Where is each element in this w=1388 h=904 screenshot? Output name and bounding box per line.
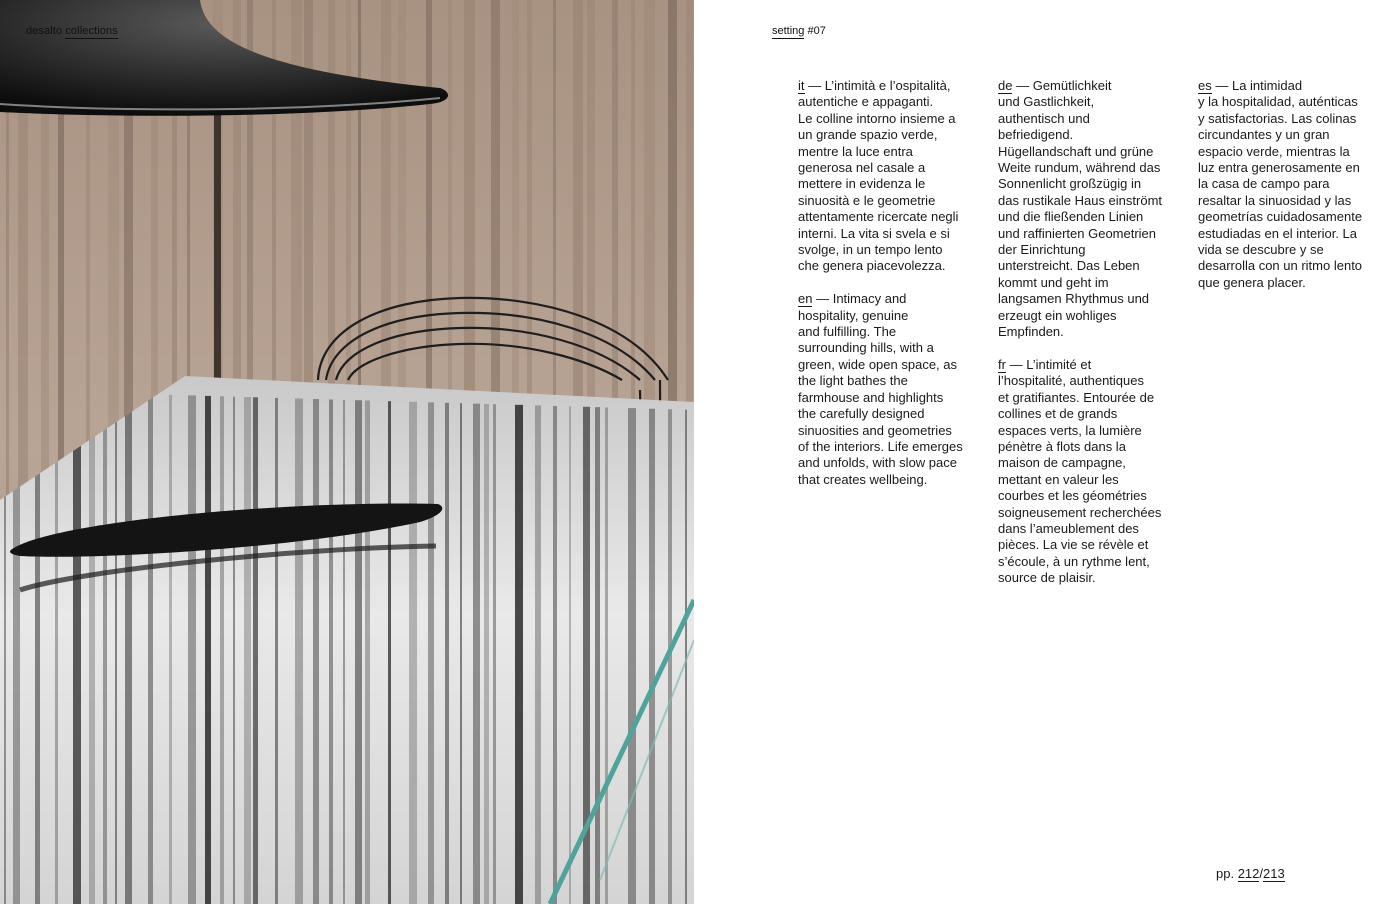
glass-reflection-stripe (295, 399, 303, 904)
lang-code-de: de (998, 78, 1013, 93)
glass-reflection-stripe (473, 404, 480, 904)
paragraph-de (972, 78, 1164, 341)
glass-reflection-stripe (103, 393, 107, 904)
text-fr: — L’intimité et l’hospitalité, authentiques et gratifiantes. Entourée de collines et de grands espaces verts, la lumière pénètre à flots dans la maison de campagne, mettant en valeur les courbes et les géométries soigneusement recherchées dans l’ameublement des pièces. La vie se révèle et s’écoule, à un rythme lent, source de plaisir. (998, 356, 1162, 586)
glass-reflection-stripe (148, 394, 153, 904)
glass-reflection-stripe (343, 400, 345, 904)
lang-code-es: es (1198, 78, 1212, 93)
glass-reflection-stripe (89, 393, 95, 904)
page-separator: / (1259, 866, 1264, 881)
glass-reflection-stripe (55, 392, 58, 904)
glass-reflection-stripe (628, 408, 636, 904)
lang-code-fr: fr (998, 356, 1006, 372)
glass-reflection-stripe (169, 395, 172, 904)
text-it: — L’intimità e l’ospitalità, autentiche e appaganti. Le colline intorno insieme a un grande spazio verde, mentre la luce entra generosa nel casale a mettere in evidenza le sinuosità e le geometrie attentamente ricercate negli interni. La vita si svela e si svolge, in un tempo lento che genera piacevolezza. (798, 78, 959, 274)
glass-reflection-stripe (409, 402, 417, 904)
glass-reflection-stripe (220, 396, 224, 904)
glass-reflection-stripe (313, 399, 319, 904)
paragraph-en (772, 291, 964, 488)
glass-reflection-stripe (484, 404, 489, 904)
glass-reflection-stripe (205, 396, 211, 904)
paragraph-es (1172, 78, 1364, 291)
glass-reflection-stripe (553, 406, 557, 904)
glass-reflection-stripe (275, 398, 278, 904)
glass-reflection-stripe (73, 392, 81, 904)
glass-reflection-stripe (535, 405, 541, 904)
text-column-1 (772, 78, 964, 505)
text-column-3 (1172, 78, 1364, 308)
text-en: — Intimacy and hospitality, genuine and fulfilling. The surrounding hills, with a green, wide open space, as the light bathes the farmhouse and highlights the carefully designed sinuosities and geometries of the interiors. Life emerges and unfolds, with slow pace that creates wellbeing. (798, 291, 963, 487)
section-label (772, 25, 826, 37)
page-left: 212 (1237, 866, 1260, 881)
glass-reflection-stripe (253, 397, 258, 904)
glass-reflection-stripe (244, 397, 251, 904)
glass-reflection-stripe (125, 394, 132, 904)
glass-reflection-stripe (649, 409, 655, 904)
brand-name: desalto (26, 25, 63, 37)
brand-collections: collections (65, 25, 118, 37)
glass-reflection-stripe (605, 407, 608, 904)
glass-reflection-stripe (388, 401, 391, 904)
lang-code-it: it (798, 78, 805, 93)
floor-lamp-stem (214, 90, 221, 390)
brand-label (26, 25, 118, 37)
glass-reflection-stripe (515, 405, 523, 904)
glass-reflection-stripe (460, 403, 462, 904)
page-right: 213 (1263, 866, 1285, 881)
text-es: — La intimidad y la hospitalidad, auténticas y satisfactorias. Las colinas circundantes y un gran espacio verde, mientras la luz entra generosamente en la casa de campo para resaltar la sinuosidad y las geometrías cuidadosamente estudiadas en el interior. La vida se descubre y se desarrolla con un ritmo lento que genera placer. (1198, 78, 1363, 290)
paragraph-it (772, 78, 964, 275)
glass-reflection-stripe (493, 404, 496, 904)
section-number: #07 (807, 25, 826, 37)
glass-reflection-stripe (188, 395, 196, 904)
section-word: setting (772, 25, 805, 37)
page-numbers (1216, 866, 1285, 881)
glass-reflection-stripe (445, 403, 449, 904)
glass-reflection-stripe (355, 400, 362, 904)
glass-reflection-stripe (365, 401, 370, 904)
text-column-2 (972, 78, 1164, 603)
paragraph-fr (972, 357, 1164, 587)
pages-prefix: pp. (1216, 866, 1235, 881)
glass-reflection-stripe (233, 397, 235, 904)
glass-reflection-stripe (428, 402, 434, 904)
glass-reflection-stripe (329, 399, 333, 904)
glass-reflection-stripe (569, 406, 571, 904)
glass-reflection-stripe (115, 393, 117, 904)
lang-code-en: en (798, 291, 813, 307)
text-de: — Gemütlichkeit und Gastlichkeit, authentisch und befriedigend. Hügellandschaft und grüne Weite rundum, während das Sonnenlicht großzügig in das rustikale Haus einströmt und die fließenden Linien und raffinierten Geometrien der Einrichtung unterstreicht. Das Leben kommt und geht im langsamen Rhythmus und erzeugt ein wohliges Empfinden. (998, 78, 1163, 340)
glass-reflection-stripe (595, 407, 600, 904)
